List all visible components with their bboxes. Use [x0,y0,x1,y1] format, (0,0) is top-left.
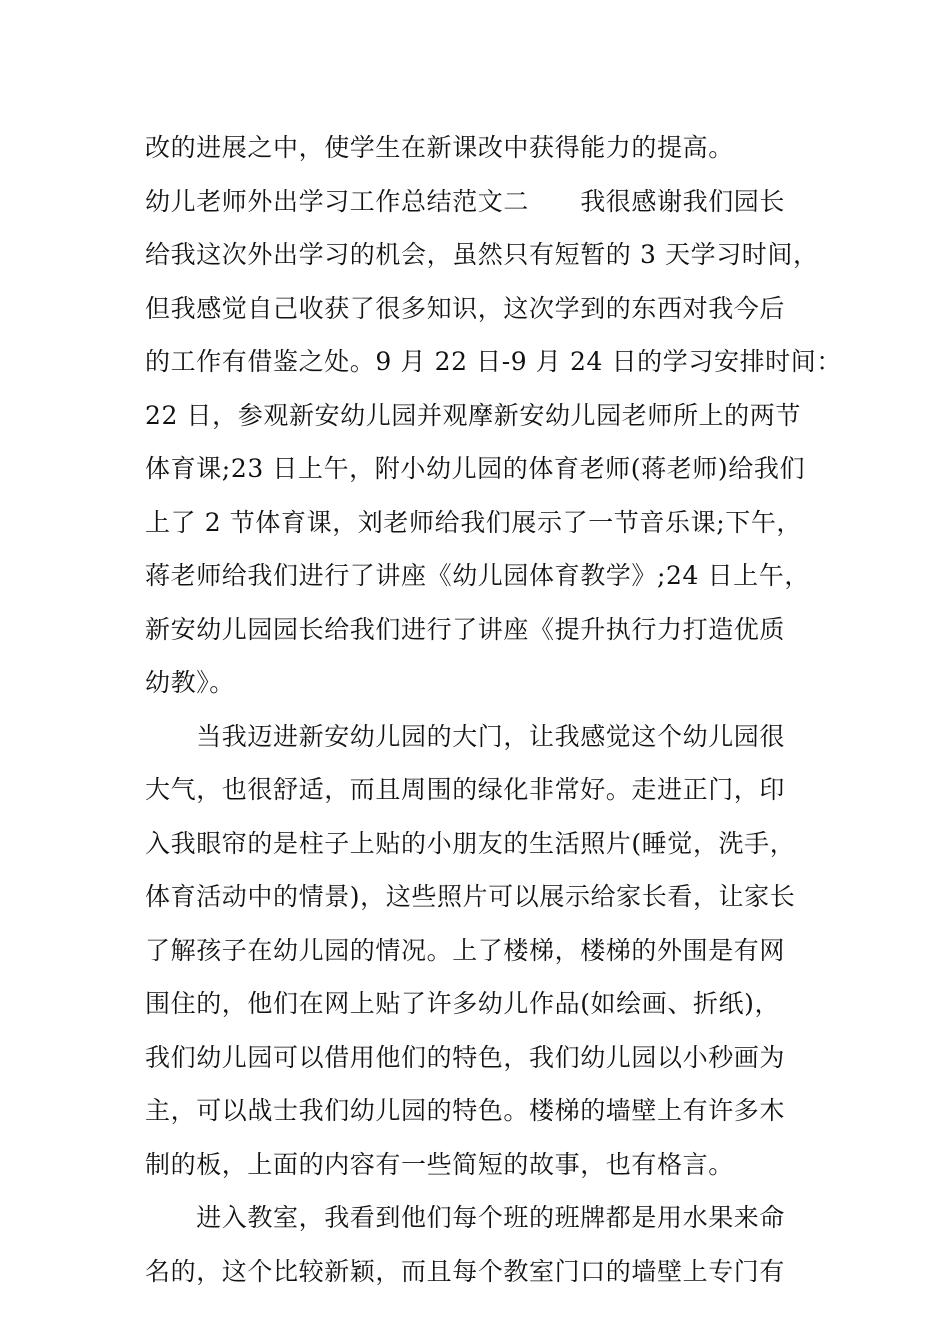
text-line: 22 日，参观新安幼儿园并观摩新安幼儿园老师所上的两节 [145,400,801,430]
text-line: 名的，这个比较新颖，而且每个教室门口的墙壁上专门有 [145,1256,786,1286]
text-line: 围住的，他们在网上贴了许多幼儿作品(如绘画、折纸)， [145,989,781,1018]
text-line: 我们幼儿园可以借用他们的特色，我们幼儿园以小秒画为 [145,1042,786,1072]
text-line: 蒋老师给我们进行了讲座《幼儿园体育教学》;24 日上午， [145,561,810,590]
text-line: 进入教室，我看到他们每个班的班牌都是用水果来命 [145,1203,786,1232]
text-line: 大气，也很舒适，而且周围的绿化非常好。走进正门，印 [145,775,786,804]
text-line: 改的进展之中，使学生在新课改中获得能力的提高。 [145,133,734,162]
text-line: 主，可以战士我们幼儿园的特色。楼梯的墙壁上有许多木 [145,1096,786,1125]
text-line: 了解孩子在幼儿园的情况。上了楼梯，楼梯的外围是有网 [145,935,786,965]
text-line: 上了 2 节体育课，刘老师给我们展示了一节音乐课;下午， [145,507,803,537]
document-body [145,128,842,1305]
text-line: 的工作有借鉴之处。9 月 22 日-9 月 24 日的学习安排时间： [145,347,842,376]
text-line: 但我感觉自己收获了很多知识，这次学到的东西对我今后 [145,293,786,323]
text-line: 幼教》。 [145,668,235,697]
text-line: 幼儿老师外出学习工作总结范文二 我很感谢我们园长 [145,186,786,216]
text-line: 体育课;23 日上午，附小幼儿园的体育老师(蒋老师)给我们 [145,454,806,483]
text-line: 新安幼儿园园长给我们进行了讲座《提升执行力打造优质 [145,614,786,644]
text-line: 入我眼帘的是柱子上贴的小朋友的生活照片(睡觉，洗手， [145,828,796,858]
text-line: 体育活动中的情景)，这些照片可以展示给家长看，让家长 [145,882,796,911]
text-line: 给我这次外出学习的机会，虽然只有短暂的 3 天学习时间， [145,240,819,269]
text-line: 制的板，上面的内容有一些简短的故事，也有格言。 [145,1149,734,1179]
text-line: 当我迈进新安幼儿园的大门，让我感觉这个幼儿园很 [145,721,786,751]
